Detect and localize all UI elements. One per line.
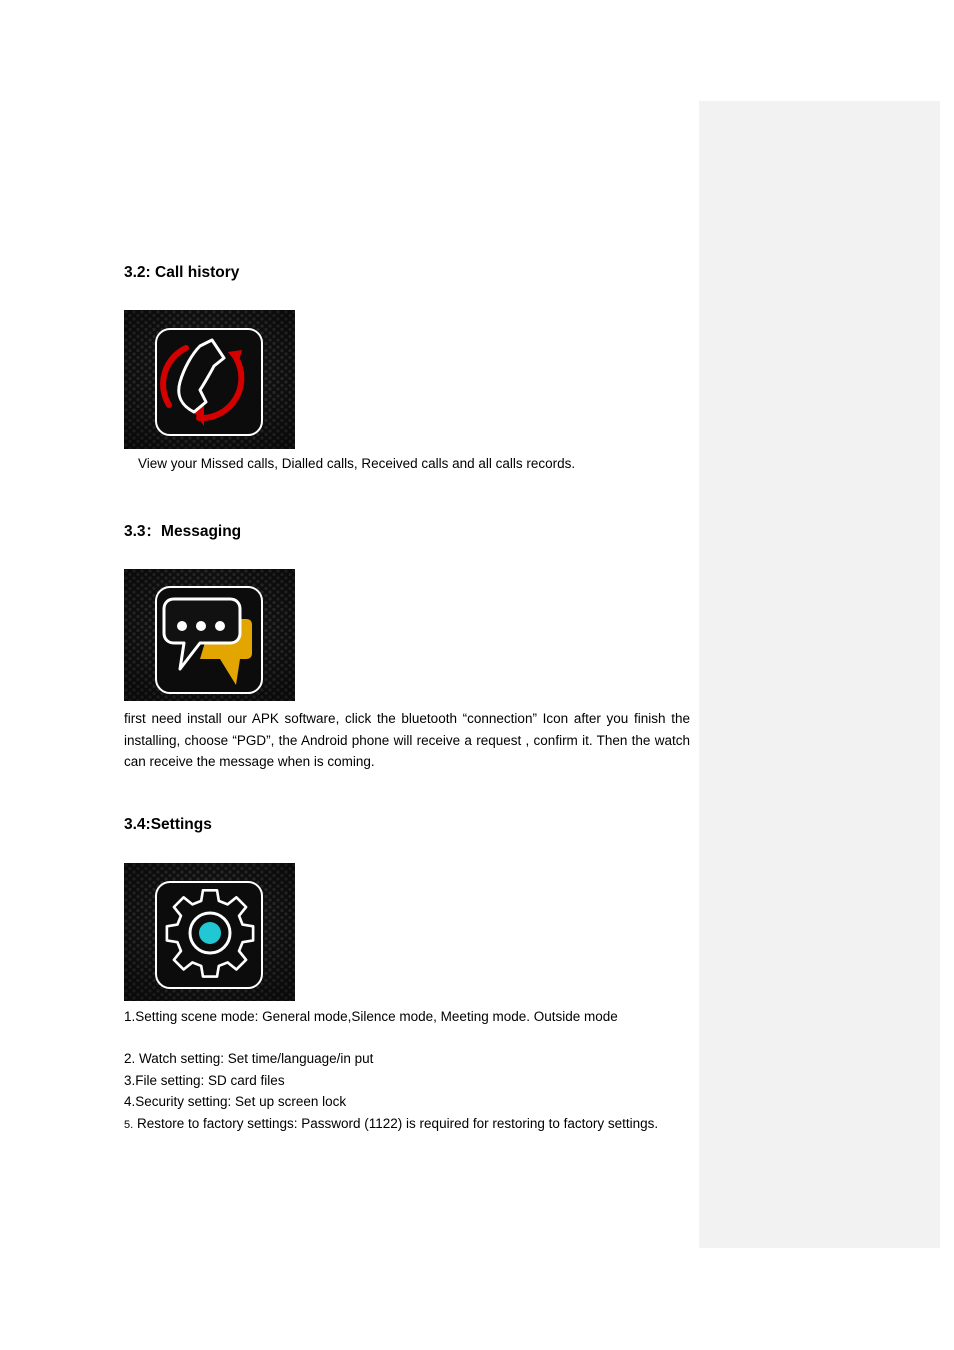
settings-list (124, 1048, 704, 1136)
messaging-icon (124, 569, 295, 701)
settings-item-5-text: Restore to factory settings: Password (1122) is required for restoring to factory settings. (133, 1115, 659, 1131)
settings-item-2: 2. Watch setting: Set time/language/in put (124, 1051, 374, 1066)
settings-item-5 (124, 1113, 704, 1137)
settings-item-3: 3.File setting: SD card files (124, 1072, 285, 1088)
comment-pane (699, 101, 940, 1248)
call-history-heading: 3.2: Call history (124, 264, 240, 281)
settings-gear-icon (124, 863, 295, 1001)
settings-item-4: 4.Security setting: Set up screen lock (124, 1094, 347, 1109)
call-history-description: View your Missed calls, Dialled calls, Received calls and all calls records. (138, 456, 576, 471)
messaging-description: first need install our APK software, click the bluetooth “connection” Icon after you finish the installing, choose “PGD”, the Android phone will receive a request , confirm it. Then the watch can receive the message when is coming. (124, 711, 690, 769)
call-history-icon (124, 310, 295, 449)
settings-heading: 3.4:Settings (124, 816, 212, 833)
settings-item-5-number: 5. (124, 1118, 134, 1131)
settings-item-1: 1.Setting scene mode: General mode,Silence mode, Meeting mode. Outside mode (124, 1009, 618, 1024)
messaging-heading: 3.3：Messaging (124, 523, 242, 540)
